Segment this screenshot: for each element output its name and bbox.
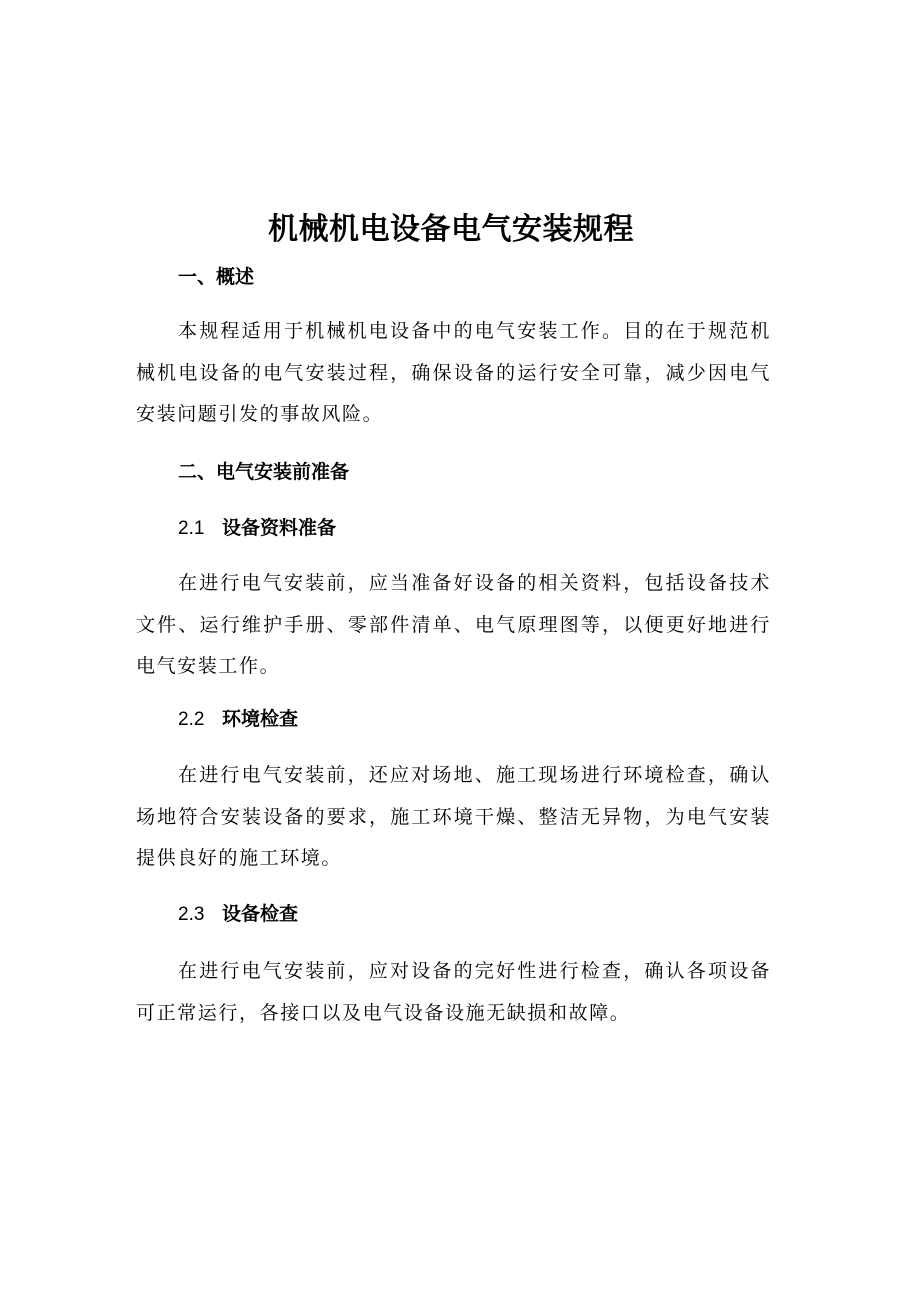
- paragraph-2-3: 在进行电气安装前，应对设备的完好性进行检查，确认各项设备可正常运行，各接口以及电气设备设施无缺损和故障。: [136, 960, 771, 1024]
- paragraph-2-1: 在进行电气安装前，应当准备好设备的相关资料，包括设备技术文件、运行维护手册、零部件清单、电气原理图等，以便更好地进行电气安装工作。: [136, 572, 771, 677]
- subsection-title: 设备资料准备: [222, 517, 337, 539]
- subsection-number: 2.3: [178, 904, 205, 925]
- section-heading-preparation: 二、电气安装前准备: [178, 461, 350, 483]
- subsection-title: 设备检查: [222, 903, 299, 925]
- subsection-heading-2-2: [178, 705, 298, 734]
- subsection-number: 2.2: [178, 709, 205, 730]
- paragraph-2-2: 在进行电气安装前，还应对场地、施工现场进行环境检查，确认场地符合安装设备的要求，施工环境干燥、整洁无异物，为电气安装提供良好的施工环境。: [136, 764, 771, 869]
- subsection-title: 环境检查: [222, 708, 299, 730]
- section-heading-overview: 一、概述: [178, 266, 255, 288]
- subsection-heading-2-1: [178, 514, 336, 543]
- document-title: 机械机电设备电气安装规程: [268, 212, 634, 247]
- subsection-number: 2.1: [178, 518, 205, 539]
- subsection-heading-2-3: [178, 900, 298, 929]
- paragraph-overview: 本规程适用于机械机电设备中的电气安装工作。目的在于规范机械机电设备的电气安装过程，确保设备的运行安全可靠，减少因电气安装问题引发的事故风险。: [136, 320, 771, 425]
